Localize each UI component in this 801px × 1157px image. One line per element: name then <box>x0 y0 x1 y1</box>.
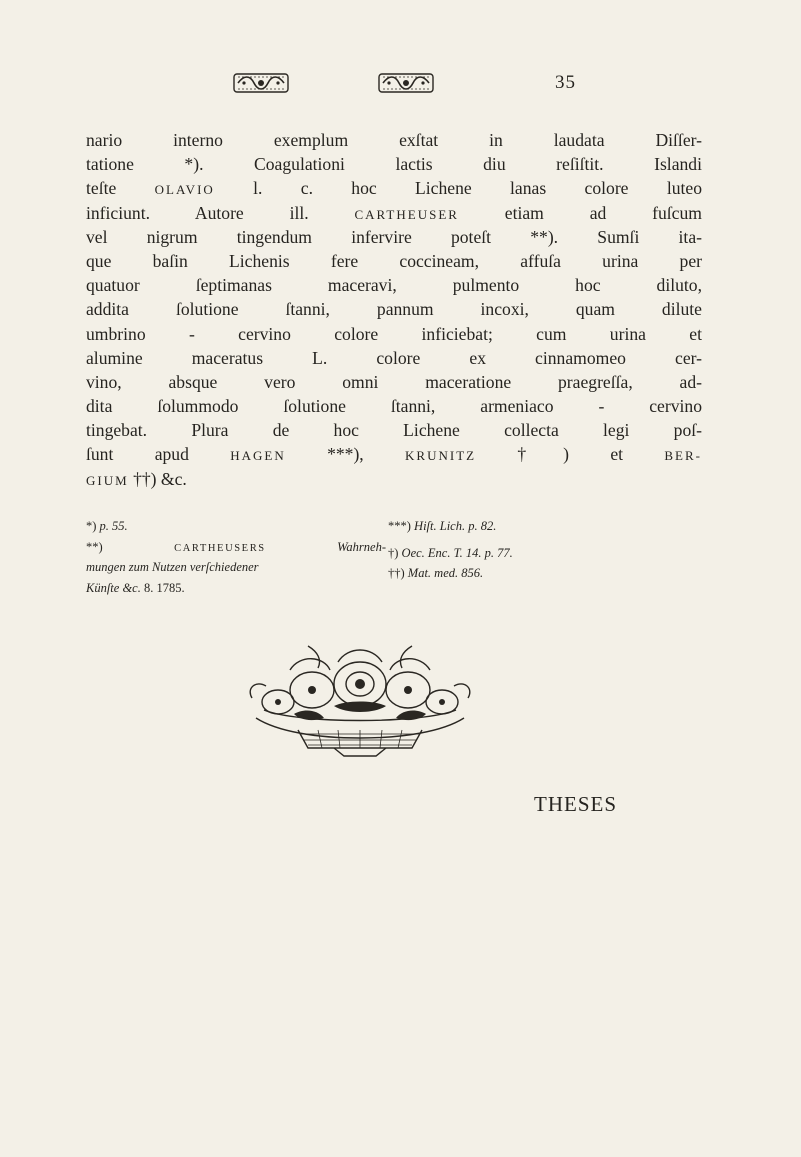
footnote-continuation: Künſte &c. 8. 1785. <box>86 580 185 595</box>
page-number: 35 <box>555 72 576 93</box>
main-text <box>86 128 702 491</box>
author-name: KRUNITZ <box>405 448 477 464</box>
catchword: THESES <box>534 792 618 816</box>
text-line: alumine maceratus L. colore ex cinnamomeo cer- <box>86 347 702 368</box>
ornament-right-icon <box>377 70 435 96</box>
text-line: ſunt apud HAGEN ***), KRUNITZ †) et BER- <box>86 444 702 465</box>
footnotes-right-column <box>388 516 718 584</box>
text-line: GIUM ††) &c. <box>86 468 187 489</box>
footnotes <box>86 516 716 598</box>
text-line: umbrino - cervino colore inficiebat; cum urina et <box>86 323 702 344</box>
footnote-continuation: mungen zum Nutzen verſchiedener <box>86 560 259 574</box>
text-line: vino, absque vero omni maceratione praegreſſa, ad- <box>86 371 702 392</box>
text-line: dita ſolummodo ſolutione ſtanni, armeniaco - cervino <box>86 396 702 417</box>
text-line: quatuor ſeptimanas maceravi, pulmento hoc diluto, <box>86 275 702 296</box>
ornament-left-icon <box>232 70 290 96</box>
text-line: tingebat. Plura de hoc Lichene collecta legi poſ- <box>86 420 702 441</box>
running-header <box>0 70 801 110</box>
footnote: *) p. 55. <box>86 519 128 533</box>
floral-basket-vignette-icon <box>238 640 482 758</box>
author-name: CARTHEUSER <box>354 206 459 222</box>
text-line: inficiunt. Autore ill. CARTHEUSER etiam ad fuſcum <box>86 202 702 223</box>
footnote: †) Oec. Enc. T. 14. p. 77. <box>388 545 513 560</box>
author-name: GIUM <box>86 472 129 488</box>
footnote: ††) Mat. med. 856. <box>388 566 484 580</box>
text-line: addita ſolutione ſtanni, pannum incoxi, quam dilute <box>86 299 702 320</box>
author-name: BER- <box>664 448 702 464</box>
footnotes-left-column <box>86 516 386 598</box>
text-line: tatione *). Coagulationi lactis diu reſiſtit. Islandi <box>86 154 702 175</box>
footnote: **) CARTHEUSERS Wahrneh- <box>86 539 387 554</box>
text-line: nario interno exemplum exſtat in laudata Diſſer- <box>86 130 702 150</box>
author-name: OLAVIO <box>154 182 215 198</box>
text-line: que baſin Lichenis fere coccineam, affuſa urina per <box>86 250 702 271</box>
text-line: vel nigrum tingendum infervire poteſt **). Sumſi ita- <box>86 226 702 247</box>
author-name: HAGEN <box>230 448 286 464</box>
footnote: ***) Hiſt. Lich. p. 82. <box>388 519 497 533</box>
text-line: teſte OLAVIO l. c. hoc Lichene lanas colore luteo <box>86 178 702 199</box>
